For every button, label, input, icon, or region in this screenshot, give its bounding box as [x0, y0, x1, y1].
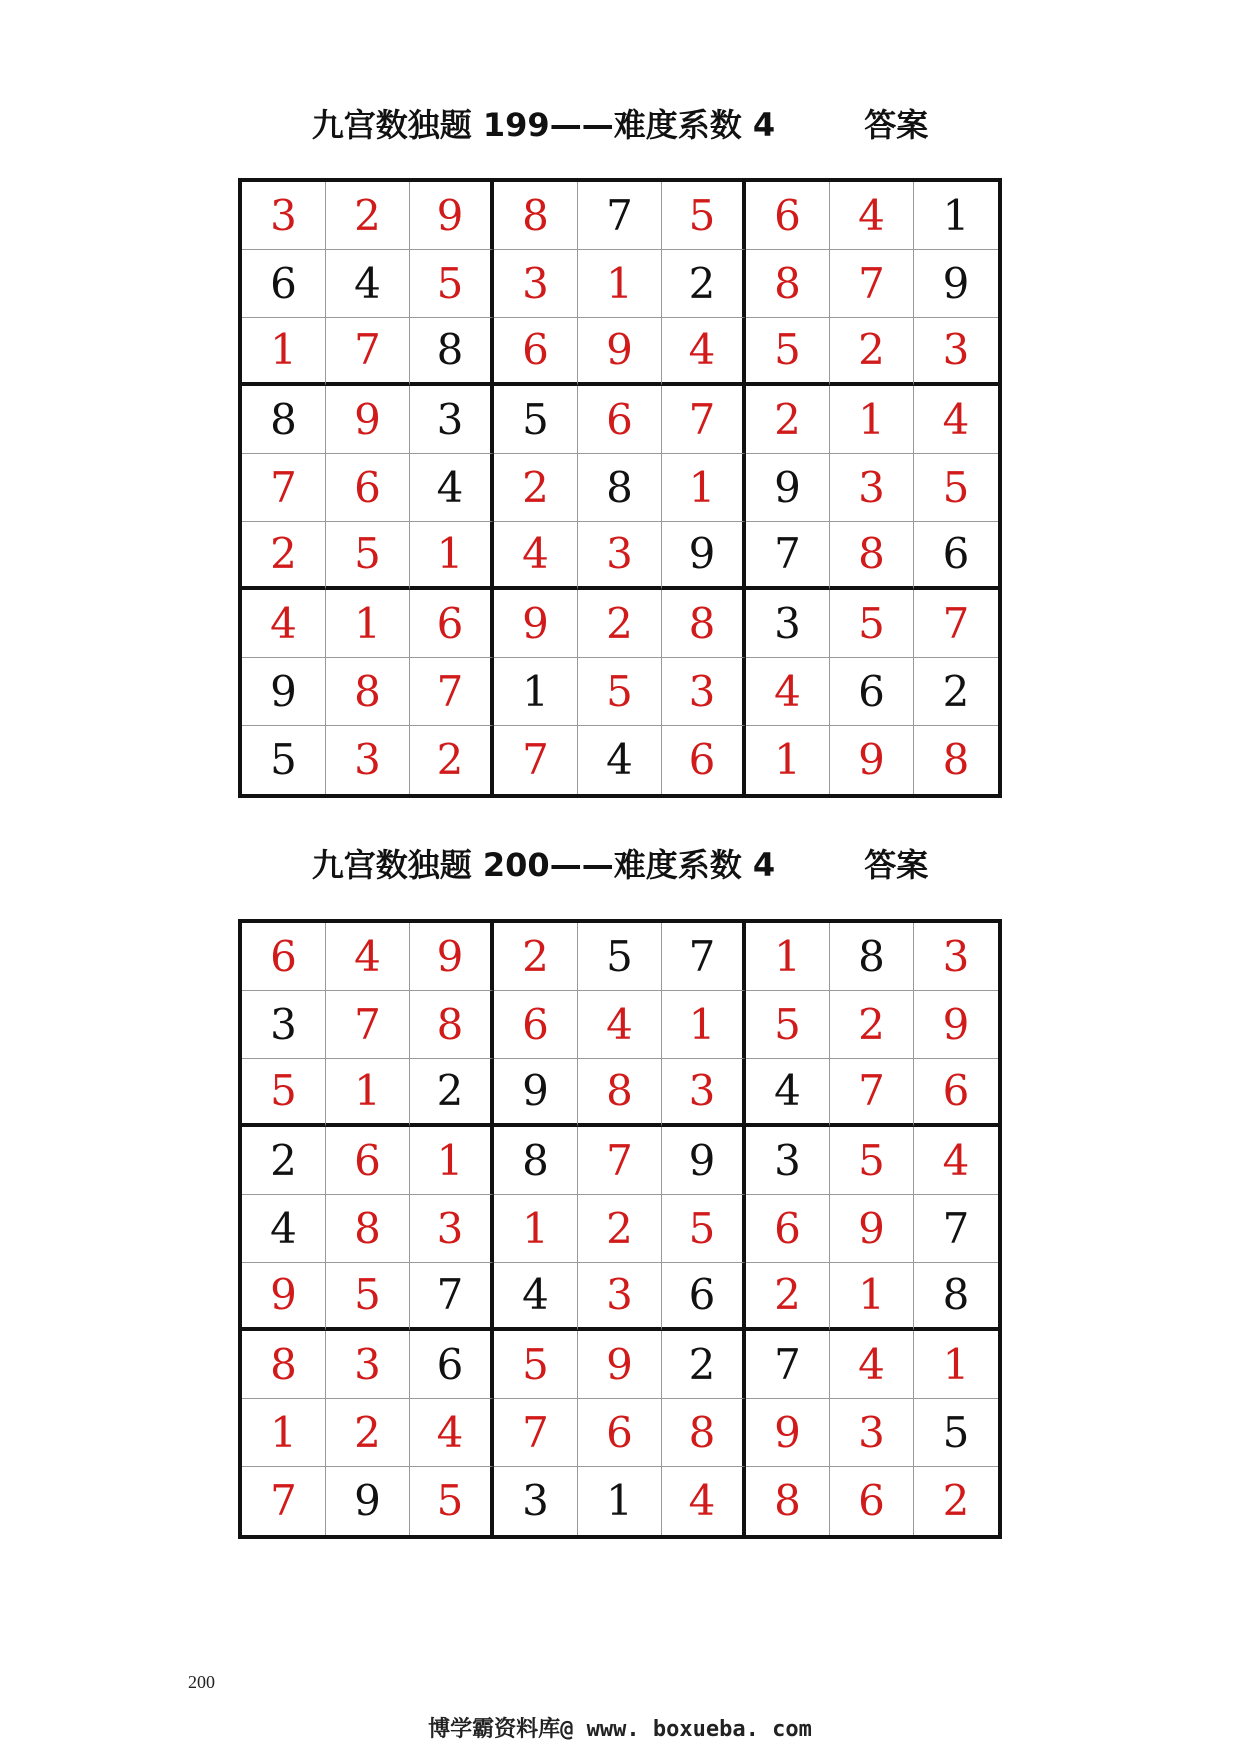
sudoku-cell: 4 — [914, 1127, 998, 1195]
sudoku-cell: 5 — [914, 1399, 998, 1467]
sudoku-cell: 6 — [242, 250, 326, 318]
sudoku-cell: 5 — [242, 726, 326, 794]
sudoku-cell: 7 — [494, 1399, 578, 1467]
sudoku-cell: 4 — [746, 658, 830, 726]
sudoku-cell: 2 — [746, 1263, 830, 1331]
sudoku-cell: 9 — [410, 182, 494, 250]
sudoku-cell: 3 — [242, 182, 326, 250]
sudoku-cell: 5 — [830, 590, 914, 658]
sudoku-cell: 2 — [494, 923, 578, 991]
puzzle-199-title: 九宫数独题 199——难度系数 4 答案 — [311, 106, 929, 144]
sudoku-cell: 9 — [494, 1059, 578, 1127]
sudoku-cell: 4 — [746, 1059, 830, 1127]
sudoku-cell: 9 — [746, 1399, 830, 1467]
sudoku-cell: 1 — [242, 1399, 326, 1467]
sudoku-cell: 6 — [410, 1331, 494, 1399]
sudoku-cell: 6 — [914, 1059, 998, 1127]
sudoku-cell: 3 — [494, 250, 578, 318]
sudoku-cell: 3 — [326, 726, 410, 794]
sudoku-cell: 8 — [410, 991, 494, 1059]
sudoku-cell: 4 — [914, 386, 998, 454]
sudoku-cell: 6 — [578, 386, 662, 454]
sudoku-cell: 5 — [746, 991, 830, 1059]
sudoku-cell: 6 — [662, 726, 746, 794]
sudoku-cell: 4 — [242, 1195, 326, 1263]
sudoku-cell: 3 — [326, 1331, 410, 1399]
sudoku-cell: 8 — [242, 386, 326, 454]
sudoku-cell: 7 — [242, 1467, 326, 1535]
sudoku-cell: 4 — [494, 522, 578, 590]
sudoku-cell: 2 — [578, 1195, 662, 1263]
sudoku-cell: 1 — [746, 923, 830, 991]
sudoku-cell: 5 — [578, 923, 662, 991]
sudoku-cell: 9 — [746, 454, 830, 522]
sudoku-cell: 8 — [242, 1331, 326, 1399]
sudoku-cell: 5 — [410, 1467, 494, 1535]
sudoku-cell: 8 — [746, 1467, 830, 1535]
sudoku-cell: 2 — [914, 658, 998, 726]
sudoku-cell: 8 — [326, 658, 410, 726]
sudoku-cell: 5 — [494, 1331, 578, 1399]
sudoku-cell: 9 — [578, 1331, 662, 1399]
sudoku-cell: 7 — [914, 1195, 998, 1263]
sudoku-cell: 6 — [662, 1263, 746, 1331]
sudoku-cell: 8 — [942, 735, 970, 784]
sudoku-cell: 9 — [830, 1195, 914, 1263]
sudoku-cell: 1 — [830, 386, 914, 454]
sudoku-cell: 4 — [410, 454, 494, 522]
sudoku-cell: 4 — [410, 1399, 494, 1467]
sudoku-cell: 1 — [662, 991, 746, 1059]
sudoku-cell: 1 — [410, 522, 494, 590]
sudoku-cell: 5 — [410, 250, 494, 318]
sudoku-cell: 2 — [242, 522, 326, 590]
sudoku-cell: 1 — [494, 658, 578, 726]
sudoku-cell: 7 — [410, 658, 494, 726]
sudoku-cell: 3 — [914, 318, 998, 386]
sudoku-cell: 3 — [914, 923, 998, 991]
sudoku-cell: 7 — [914, 590, 998, 658]
sudoku-cell: 4 — [494, 1263, 578, 1331]
sudoku-cell: 2 — [746, 386, 830, 454]
sudoku-cell: 3 — [410, 1195, 494, 1263]
sudoku-cell: 7 — [326, 318, 410, 386]
sudoku-cell: 3 — [830, 1399, 914, 1467]
sudoku-cell: 8 — [746, 250, 830, 318]
sudoku-cell: 1 — [914, 1331, 998, 1399]
sudoku-cell: 7 — [830, 250, 914, 318]
sudoku-cell: 5 — [830, 1127, 914, 1195]
sudoku-cell: 1 — [326, 1059, 410, 1127]
sudoku-grid-200 — [238, 919, 1002, 1539]
sudoku-cell: 8 — [494, 182, 578, 250]
sudoku-cell: 9 — [662, 1127, 746, 1195]
sudoku-cell: 9 — [410, 923, 494, 991]
sudoku-cell: 4 — [662, 1467, 746, 1535]
sudoku-cell: 5 — [578, 658, 662, 726]
sudoku-cell: 5 — [326, 522, 410, 590]
sudoku-cell: 3 — [662, 1059, 746, 1127]
sudoku-cell: 6 — [326, 1127, 410, 1195]
sudoku-cell: 4 — [830, 182, 914, 250]
sudoku-cell: 6 — [578, 1399, 662, 1467]
sudoku-cell: 1 — [242, 318, 326, 386]
sudoku-cell: 4 — [242, 590, 326, 658]
sudoku-cell: 3 — [410, 386, 494, 454]
sudoku-cell: 7 — [242, 454, 326, 522]
sudoku-cell: 3 — [746, 590, 830, 658]
sudoku-cell: 6 — [410, 590, 494, 658]
sudoku-cell: 9 — [326, 386, 410, 454]
sudoku-cell: 6 — [830, 658, 914, 726]
sudoku-cell: 2 — [830, 318, 914, 386]
sudoku-cell: 3 — [494, 1467, 578, 1535]
sudoku-cell: 7 — [746, 522, 830, 590]
sudoku-cell: 7 — [830, 1059, 914, 1127]
page-number: 200 — [188, 1672, 215, 1692]
sudoku-cell: 5 — [914, 454, 998, 522]
sudoku-cell: 1 — [410, 1127, 494, 1195]
sudoku-cell: 3 — [662, 658, 746, 726]
sudoku-cell: 2 — [410, 1059, 494, 1127]
sudoku-cell: 6 — [326, 454, 410, 522]
sudoku-cell: 2 — [326, 182, 410, 250]
sudoku-cell: 9 — [914, 250, 998, 318]
sudoku-cell: 3 — [242, 991, 326, 1059]
sudoku-cell: 6 — [830, 1467, 914, 1535]
sudoku-cell: 2 — [242, 1127, 326, 1195]
sudoku-cell: 7 — [746, 1331, 830, 1399]
sudoku-cell: 9 — [494, 590, 578, 658]
sudoku-cell: 8 — [830, 522, 914, 590]
sudoku-cell: 9 — [578, 318, 662, 386]
sudoku-cell: 6 — [914, 522, 998, 590]
sudoku-cell: 5 — [746, 318, 830, 386]
sudoku-cell: 7 — [662, 923, 746, 991]
sudoku-cell: 1 — [326, 590, 410, 658]
sudoku-cell: 7 — [410, 1263, 494, 1331]
sudoku-cell: 9 — [242, 658, 326, 726]
sudoku-cell: 4 — [662, 318, 746, 386]
sudoku-cell: 8 — [830, 923, 914, 991]
sudoku-cell: 7 — [662, 386, 746, 454]
sudoku-cell: 2 — [578, 590, 662, 658]
sudoku-cell: 4 — [326, 250, 410, 318]
sudoku-cell: 3 — [746, 1127, 830, 1195]
sudoku-cell: 9 — [326, 1467, 410, 1535]
sudoku-cell: 8 — [494, 1127, 578, 1195]
sudoku-cell: 1 — [578, 250, 662, 318]
sudoku-cell: 7 — [578, 182, 662, 250]
sudoku-cell: 2 — [410, 726, 494, 794]
sudoku-grid-199 — [238, 178, 1002, 798]
sudoku-cell: 7 — [494, 726, 578, 794]
sudoku-cell: 5 — [662, 182, 746, 250]
sudoku-cell: 7 — [578, 1127, 662, 1195]
sudoku-cell: 6 — [494, 318, 578, 386]
sudoku-cell: 5 — [326, 1263, 410, 1331]
sudoku-cell: 2 — [662, 250, 746, 318]
sudoku-cell: 9 — [242, 1263, 326, 1331]
sudoku-cell: 1 — [578, 1467, 662, 1535]
sudoku-cell: 4 — [578, 991, 662, 1059]
sudoku-cell: 9 — [830, 726, 914, 794]
sudoku-cell: 4 — [326, 923, 410, 991]
sudoku-cell: 4 — [578, 726, 662, 794]
sudoku-cell: 2 — [662, 1331, 746, 1399]
sudoku-cell: 8 — [662, 1399, 746, 1467]
sudoku-cell: 8 — [914, 1263, 998, 1331]
sudoku-cell: 5 — [494, 386, 578, 454]
sudoku-cell: 1 — [662, 454, 746, 522]
sudoku-cell: 2 — [942, 1476, 970, 1525]
sudoku-cell: 3 — [578, 1263, 662, 1331]
sudoku-cell: 8 — [410, 318, 494, 386]
sudoku-cell: 9 — [662, 522, 746, 590]
sudoku-cell: 6 — [746, 182, 830, 250]
sudoku-cell: 8 — [578, 454, 662, 522]
sudoku-cell: 2 — [830, 991, 914, 1059]
sudoku-cell: 6 — [746, 1195, 830, 1263]
footer-watermark: 博学霸资料库@ www. boxueba. com — [428, 1717, 812, 1742]
sudoku-cell: 1 — [746, 726, 830, 794]
puzzle-200-title: 九宫数独题 200——难度系数 4 答案 — [311, 846, 929, 884]
sudoku-cell: 3 — [578, 522, 662, 590]
sudoku-cell: 7 — [326, 991, 410, 1059]
sudoku-cell: 6 — [242, 923, 326, 991]
sudoku-cell: 8 — [662, 590, 746, 658]
sudoku-cell: 6 — [494, 991, 578, 1059]
sudoku-cell: 2 — [494, 454, 578, 522]
sudoku-cell: 8 — [578, 1059, 662, 1127]
sudoku-cell: 1 — [914, 182, 998, 250]
sudoku-cell: 5 — [242, 1059, 326, 1127]
sudoku-cell: 9 — [914, 991, 998, 1059]
sudoku-cell: 1 — [494, 1195, 578, 1263]
sudoku-cell: 3 — [830, 454, 914, 522]
sudoku-cell: 5 — [662, 1195, 746, 1263]
sudoku-cell: 1 — [830, 1263, 914, 1331]
sudoku-cell: 8 — [326, 1195, 410, 1263]
sudoku-cell: 4 — [830, 1331, 914, 1399]
sudoku-cell: 2 — [326, 1399, 410, 1467]
